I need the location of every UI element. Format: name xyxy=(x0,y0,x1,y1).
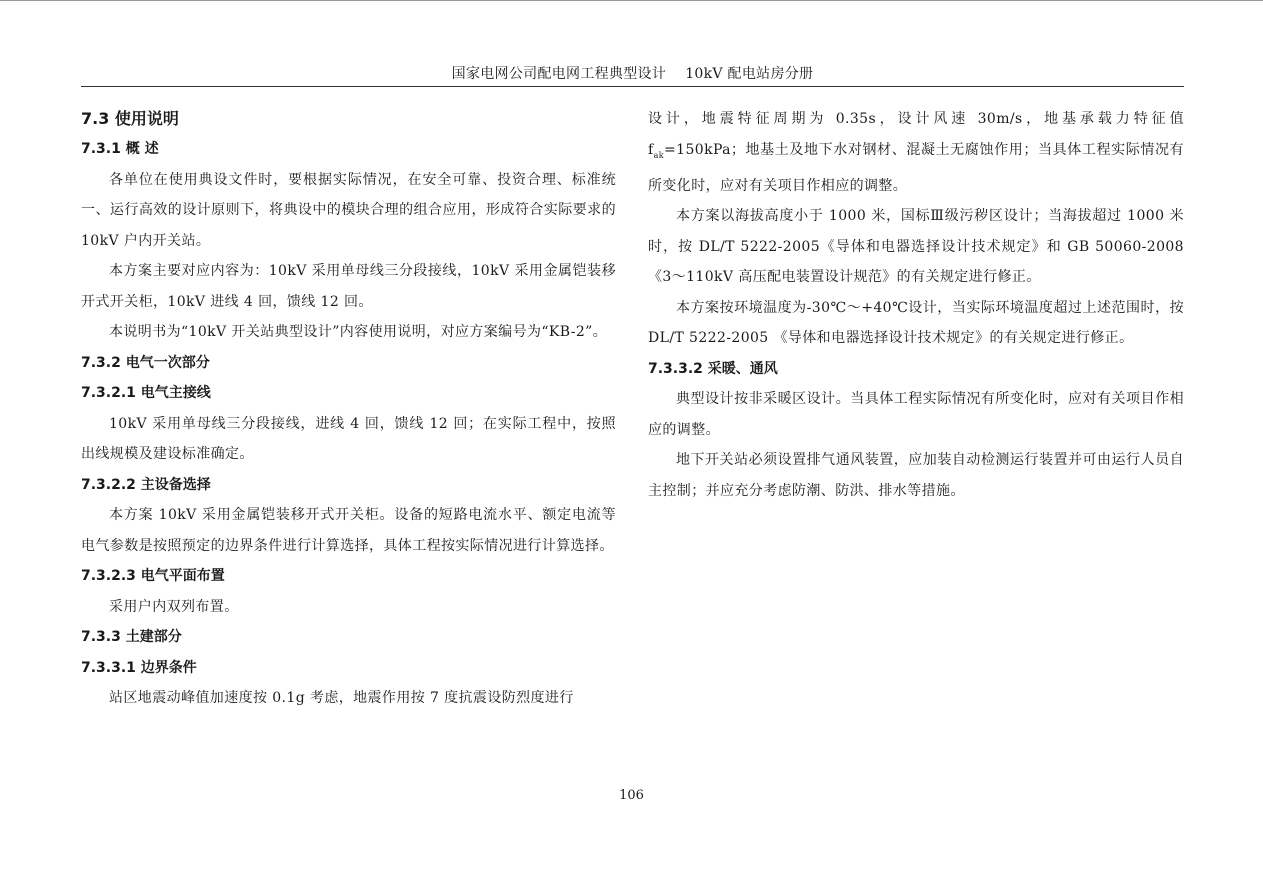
heading-7-3-3-2: 7.3.3.2 采暖、通风 xyxy=(648,360,778,377)
right-column xyxy=(648,104,1184,506)
paragraph-equipment-selection: 本方案 10kV 采用金属铠装移开式开关柜。设备的短路电流水平、额定电流等电气参数是按照预定的边界条件进行计算选择，具体工程按实际情况进行计算选择。 xyxy=(81,507,616,554)
page-number: 106 xyxy=(619,788,644,803)
paragraph-overview-3: 本说明书为“10kV 开关站典型设计”内容使用说明，对应方案编号为“KB-2”。 xyxy=(109,324,608,340)
heading-7-3-3: 7.3.3 土建部分 xyxy=(81,629,182,645)
paragraph-heating: 典型设计按非采暖区设计。当具体工程实际情况有所变化时，应对有关项目作相应的调整。 xyxy=(648,391,1184,438)
running-header: 国家电网公司配电网工程典型设计 10kV 配电站房分册 xyxy=(451,66,814,82)
text-part: 设计，地震特征周期为 0.35s，设计风速 30m/s，地基承载力特征值 f xyxy=(648,111,1184,158)
paragraph-layout: 采用户内双列布置。 xyxy=(109,598,239,615)
paragraph-main-wiring: 10kV 采用单母线三分段接线，进线 4 回，馈线 12 回；在实际工程中，按照出线规模及建设标准确定。 xyxy=(81,415,616,462)
heading-7-3-1: 7.3.1 概 述 xyxy=(81,141,159,157)
subscript-ak: ak xyxy=(653,150,665,160)
heading-7-3-3-1: 7.3.3.1 边界条件 xyxy=(81,659,197,676)
heading-7-3-2-2: 7.3.2.2 主设备选择 xyxy=(81,476,211,493)
paragraph-boundary-conditions: 站区地震动峰值加速度按 0.1g 考虑，地震作用按 7 度抗震设防烈度进行 xyxy=(109,690,574,706)
heading-7-3-2: 7.3.2 电气一次部分 xyxy=(81,354,210,371)
paragraph-boundary-conditions-cont xyxy=(648,104,1184,201)
header-rule xyxy=(81,86,1184,87)
heading-7-3-2-1: 7.3.2.1 电气主接线 xyxy=(81,385,211,401)
top-border-line xyxy=(0,0,1263,1)
paragraph-temperature: 本方案按环境温度为-30℃～+40℃设计，当实际环境温度超过上述范围时，按 DL/T 5222-2005 《导体和电器选择设计技术规定》的有关规定进行修正。 xyxy=(648,299,1184,347)
text-part: =150kPa；地基土及地下水对钢材、混凝土无腐蚀作用；当具体工程实际情况有所变化时，应对有关项目作相应的调整。 xyxy=(648,141,1184,194)
paragraph-overview-1: 各单位在使用典设文件时，要根据实际情况，在安全可靠、投资合理、标准统一、运行高效的设计原则下，将典设中的模块合理的组合应用，形成符合实际要求的 10kV 户内开关站。 xyxy=(81,171,616,249)
heading-7-3-2-3: 7.3.2.3 电气平面布置 xyxy=(81,568,225,584)
paragraph-ventilation: 地下开关站必须设置排气通风装置，应加装自动检测运行装置并可由运行人员自主控制；并应充分考虑防潮、防洪、排水等措施。 xyxy=(648,452,1184,499)
paragraph-altitude: 本方案以海拔高度小于 1000 米，国标Ⅲ级污秽区设计；当海拔超过 1000 米时，按 DL/T 5222-2005《导体和电器选择设计技术规定》和 GB 50060-2008《3～110kV 高压配电装置设计规范》的有关规定进行修正。 xyxy=(648,208,1184,286)
paragraph-overview-2: 本方案主要对应内容为：10kV 采用单母线三分段接线，10kV 采用金属铠装移开式开关柜，10kV 进线 4 回，馈线 12 回。 xyxy=(81,263,616,310)
section-heading-7-3: 7.3 使用说明 xyxy=(81,109,179,128)
left-column xyxy=(81,104,616,714)
